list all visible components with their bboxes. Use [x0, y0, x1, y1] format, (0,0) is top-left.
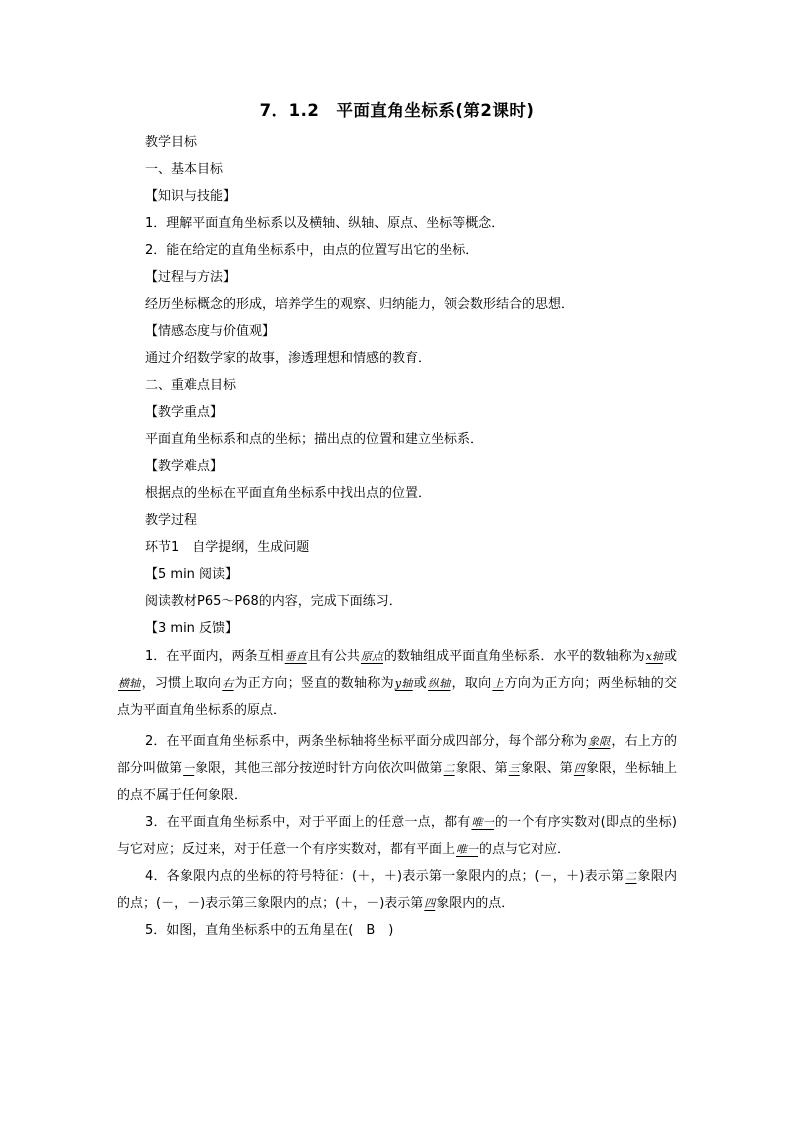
reading-instruction: 阅读教材P65～P68的内容，完成下面练习． [145, 594, 402, 609]
subheading-process-method: 【过程与方法】 [145, 270, 237, 285]
answer-blank: 唯一 [456, 843, 479, 856]
answer-blank: y轴 [394, 677, 413, 690]
answer-blank: 右 [222, 677, 234, 690]
reading-time-label: 【5 min 阅读】 [145, 567, 239, 582]
feedback-time-label: 【3 min 反馈】 [145, 621, 239, 636]
page-title: 7．1.2 平面直角坐标系(第2课时) [259, 101, 535, 120]
exercise-1: 1．在平面内，两条互相垂直且有公共原点的数轴组成平面直角坐标系．水平的数轴称为x轴或横轴，习惯上取向右为正方向；竖直的数轴称为y轴或纵轴，取向上方向为正方向；两坐标轴的交点为平面直角坐标系的原点． [117, 649, 677, 718]
step-1-heading: 环节1 自学提纲，生成问题 [145, 540, 310, 555]
subheading-teaching-difficulty: 【教学难点】 [145, 459, 224, 474]
answer-blank: 原点 [360, 650, 383, 663]
answer-blank: 二 [625, 870, 637, 883]
attitude-values-text: 通过介绍数学家的故事，渗透理想和情感的教育． [145, 351, 432, 366]
answer-blank: 四 [424, 897, 436, 910]
answer-blank: 象限 [588, 735, 611, 748]
exercise-2: 2．在平面直角坐标系中，两条坐标轴将坐标平面分成四部分，每个部分称为象限，右上方的部分叫做第一象限，其他三部分按逆时针方向依次叫做第二象限、第三象限、第四象限，坐标轴上的点不属于任何象限． [117, 734, 677, 803]
goal-item-2: 2．能在给定的直角坐标系中，由点的位置写出它的坐标． [145, 243, 479, 258]
goal-item-1: 1．理解平面直角坐标系以及横轴、纵轴、原点、坐标等概念． [145, 216, 505, 231]
answer-blank: 垂直 [284, 650, 307, 663]
subheading-knowledge-skills: 【知识与技能】 [145, 189, 237, 204]
subheading-attitude-values: 【情感态度与价值观】 [145, 324, 276, 339]
section-heading-teaching-goals: 教学目标 [145, 135, 198, 150]
answer-blank: 一 [183, 762, 195, 775]
answer-blank: 四 [573, 762, 585, 775]
answer-blank: 唯一 [471, 816, 494, 829]
process-method-text: 经历坐标概念的形成，培养学生的观察、归纳能力，领会数形结合的思想． [145, 297, 575, 312]
exercise-3: 3．在平面直角坐标系中，对于平面上的任意一点，都有唯一的一个有序实数对(即点的坐标)与它对应；反过来，对于任意一个有序实数对，都有平面上唯一的点与它对应． [117, 815, 677, 857]
section-heading-key-points: 二、重难点目标 [145, 378, 237, 393]
answer-blank: 横轴 [118, 677, 141, 690]
answer-blank: 纵轴 [427, 677, 451, 690]
subheading-teaching-focus: 【教学重点】 [145, 405, 224, 420]
answer-blank: x轴 [645, 650, 663, 663]
section-heading-basic-goals: 一、基本目标 [145, 162, 224, 177]
answer-blank: 三 [508, 762, 520, 775]
exercise-5: 5．如图，直角坐标系中的五角星在( B ) [145, 923, 394, 938]
teaching-difficulty-text: 根据点的坐标在平面直角坐标系中找出点的位置． [145, 486, 432, 501]
section-heading-teaching-process: 教学过程 [145, 513, 198, 528]
answer-blank: 上 [492, 677, 504, 690]
answer-blank: 二 [443, 762, 455, 775]
exercise-4: 4．各象限内点的坐标的符号特征：(＋，＋)表示第一象限内的点；(－，＋)表示第二象限内的点；(－，－)表示第三象限内的点；(＋，－)表示第四象限内的点． [117, 869, 678, 911]
teaching-focus-text: 平面直角坐标系和点的坐标；描出点的位置和建立坐标系． [145, 432, 484, 447]
